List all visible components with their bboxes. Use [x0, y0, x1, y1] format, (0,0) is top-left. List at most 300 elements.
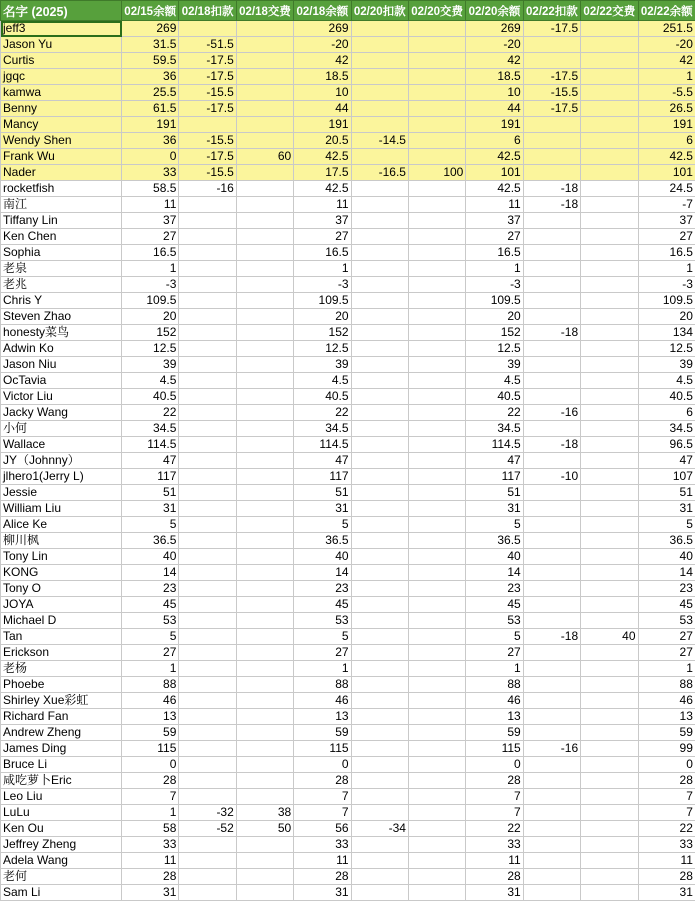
value-cell[interactable]: 46 — [294, 693, 351, 709]
value-cell[interactable]: 1 — [638, 261, 695, 277]
value-cell[interactable] — [236, 725, 293, 741]
value-cell[interactable]: 47 — [122, 453, 179, 469]
value-cell[interactable] — [351, 181, 408, 197]
value-cell[interactable]: 5 — [122, 629, 179, 645]
value-cell[interactable]: -15.5 — [179, 85, 236, 101]
value-cell[interactable]: 42.5 — [294, 149, 351, 165]
value-cell[interactable] — [581, 469, 638, 485]
value-cell[interactable]: 39 — [466, 357, 523, 373]
value-cell[interactable]: 100 — [408, 165, 465, 181]
value-cell[interactable]: 4.5 — [294, 373, 351, 389]
name-cell[interactable]: 南江 — [1, 197, 122, 213]
value-cell[interactable]: 4.5 — [638, 373, 695, 389]
value-cell[interactable] — [523, 501, 580, 517]
value-cell[interactable]: 101 — [466, 165, 523, 181]
value-cell[interactable]: 115 — [294, 741, 351, 757]
name-cell[interactable]: LuLu — [1, 805, 122, 821]
value-cell[interactable]: 16.5 — [122, 245, 179, 261]
value-cell[interactable] — [236, 293, 293, 309]
value-cell[interactable] — [351, 741, 408, 757]
value-cell[interactable]: 60 — [236, 149, 293, 165]
value-cell[interactable]: -16.5 — [351, 165, 408, 181]
value-cell[interactable] — [581, 533, 638, 549]
value-cell[interactable]: 12.5 — [466, 341, 523, 357]
value-cell[interactable]: 26.5 — [638, 101, 695, 117]
value-cell[interactable] — [351, 293, 408, 309]
value-cell[interactable] — [523, 645, 580, 661]
value-cell[interactable]: 53 — [638, 613, 695, 629]
value-cell[interactable] — [236, 453, 293, 469]
value-cell[interactable] — [523, 693, 580, 709]
value-cell[interactable] — [581, 261, 638, 277]
value-cell[interactable] — [408, 821, 465, 837]
value-cell[interactable]: 40 — [638, 549, 695, 565]
value-cell[interactable]: -5.5 — [638, 85, 695, 101]
value-cell[interactable] — [351, 53, 408, 69]
value-cell[interactable]: 28 — [638, 869, 695, 885]
value-cell[interactable] — [351, 37, 408, 53]
value-cell[interactable] — [236, 853, 293, 869]
value-cell[interactable]: 1 — [122, 261, 179, 277]
value-cell[interactable]: 31 — [466, 501, 523, 517]
value-cell[interactable] — [523, 341, 580, 357]
value-cell[interactable]: 22 — [638, 821, 695, 837]
value-cell[interactable]: 117 — [466, 469, 523, 485]
value-cell[interactable]: -16 — [523, 405, 580, 421]
value-cell[interactable] — [408, 357, 465, 373]
value-cell[interactable] — [351, 389, 408, 405]
value-cell[interactable]: 34.5 — [122, 421, 179, 437]
value-cell[interactable]: 14 — [638, 565, 695, 581]
value-cell[interactable] — [236, 693, 293, 709]
value-cell[interactable] — [179, 245, 236, 261]
value-cell[interactable]: 51 — [122, 485, 179, 501]
value-cell[interactable] — [581, 741, 638, 757]
value-cell[interactable] — [179, 405, 236, 421]
value-cell[interactable]: 36.5 — [466, 533, 523, 549]
value-cell[interactable] — [581, 709, 638, 725]
value-cell[interactable]: 27 — [466, 645, 523, 661]
value-cell[interactable] — [236, 373, 293, 389]
value-cell[interactable]: 4.5 — [122, 373, 179, 389]
header-cell-0218-balance[interactable]: 02/18余额 — [294, 1, 351, 21]
value-cell[interactable] — [351, 565, 408, 581]
value-cell[interactable] — [408, 885, 465, 901]
value-cell[interactable] — [581, 821, 638, 837]
value-cell[interactable] — [581, 293, 638, 309]
name-cell[interactable]: KONG — [1, 565, 122, 581]
value-cell[interactable] — [581, 117, 638, 133]
value-cell[interactable]: 88 — [638, 677, 695, 693]
value-cell[interactable]: 191 — [638, 117, 695, 133]
value-cell[interactable] — [581, 149, 638, 165]
value-cell[interactable] — [351, 677, 408, 693]
value-cell[interactable]: 107 — [638, 469, 695, 485]
value-cell[interactable] — [408, 805, 465, 821]
value-cell[interactable]: 31 — [122, 885, 179, 901]
value-cell[interactable] — [408, 533, 465, 549]
value-cell[interactable] — [236, 229, 293, 245]
name-cell[interactable]: Tony Lin — [1, 549, 122, 565]
value-cell[interactable]: -7 — [638, 197, 695, 213]
value-cell[interactable] — [351, 501, 408, 517]
value-cell[interactable] — [236, 677, 293, 693]
name-cell[interactable]: Wendy Shen — [1, 133, 122, 149]
name-cell[interactable]: Steven Zhao — [1, 309, 122, 325]
value-cell[interactable]: -17.5 — [523, 69, 580, 85]
value-cell[interactable] — [523, 133, 580, 149]
value-cell[interactable]: 5 — [466, 629, 523, 645]
value-cell[interactable]: 40 — [581, 629, 638, 645]
value-cell[interactable] — [408, 565, 465, 581]
value-cell[interactable] — [351, 437, 408, 453]
value-cell[interactable]: 22 — [294, 405, 351, 421]
value-cell[interactable]: 33 — [122, 837, 179, 853]
value-cell[interactable] — [351, 69, 408, 85]
value-cell[interactable]: 47 — [294, 453, 351, 469]
value-cell[interactable]: 20 — [466, 309, 523, 325]
value-cell[interactable] — [408, 149, 465, 165]
value-cell[interactable]: 51 — [466, 485, 523, 501]
name-cell[interactable]: Tan — [1, 629, 122, 645]
value-cell[interactable]: 1 — [638, 69, 695, 85]
value-cell[interactable]: 36.5 — [638, 533, 695, 549]
value-cell[interactable]: 1 — [294, 261, 351, 277]
value-cell[interactable]: 51 — [294, 485, 351, 501]
value-cell[interactable] — [236, 469, 293, 485]
value-cell[interactable]: 46 — [466, 693, 523, 709]
value-cell[interactable]: 1 — [466, 661, 523, 677]
header-cell-0215-balance[interactable]: 02/15余额 — [122, 1, 179, 21]
value-cell[interactable] — [351, 245, 408, 261]
value-cell[interactable] — [408, 597, 465, 613]
value-cell[interactable] — [408, 85, 465, 101]
value-cell[interactable]: 53 — [294, 613, 351, 629]
value-cell[interactable] — [351, 373, 408, 389]
value-cell[interactable]: 36 — [122, 69, 179, 85]
value-cell[interactable] — [408, 773, 465, 789]
value-cell[interactable]: 14 — [294, 565, 351, 581]
value-cell[interactable] — [523, 229, 580, 245]
value-cell[interactable]: 27 — [638, 645, 695, 661]
value-cell[interactable] — [236, 85, 293, 101]
value-cell[interactable] — [581, 37, 638, 53]
value-cell[interactable] — [523, 789, 580, 805]
value-cell[interactable]: 13 — [294, 709, 351, 725]
value-cell[interactable] — [408, 309, 465, 325]
value-cell[interactable] — [581, 613, 638, 629]
value-cell[interactable] — [179, 277, 236, 293]
value-cell[interactable] — [236, 437, 293, 453]
value-cell[interactable] — [581, 133, 638, 149]
value-cell[interactable] — [581, 645, 638, 661]
value-cell[interactable] — [351, 485, 408, 501]
value-cell[interactable]: 191 — [294, 117, 351, 133]
value-cell[interactable] — [236, 709, 293, 725]
value-cell[interactable] — [408, 117, 465, 133]
value-cell[interactable]: 27 — [122, 229, 179, 245]
value-cell[interactable] — [351, 357, 408, 373]
value-cell[interactable]: 39 — [638, 357, 695, 373]
value-cell[interactable]: 58 — [122, 821, 179, 837]
value-cell[interactable] — [408, 213, 465, 229]
value-cell[interactable] — [408, 837, 465, 853]
value-cell[interactable] — [179, 869, 236, 885]
name-cell[interactable]: Frank Wu — [1, 149, 122, 165]
value-cell[interactable]: 13 — [466, 709, 523, 725]
value-cell[interactable] — [581, 661, 638, 677]
value-cell[interactable] — [179, 885, 236, 901]
name-cell[interactable]: Shirley Xue彩虹 — [1, 693, 122, 709]
value-cell[interactable] — [581, 501, 638, 517]
name-cell[interactable]: Jessie — [1, 485, 122, 501]
value-cell[interactable] — [179, 565, 236, 581]
value-cell[interactable] — [236, 101, 293, 117]
value-cell[interactable]: 20 — [294, 309, 351, 325]
value-cell[interactable]: 269 — [122, 21, 179, 37]
value-cell[interactable]: 6 — [466, 133, 523, 149]
value-cell[interactable] — [581, 677, 638, 693]
value-cell[interactable] — [408, 341, 465, 357]
value-cell[interactable]: 33 — [638, 837, 695, 853]
value-cell[interactable] — [523, 805, 580, 821]
value-cell[interactable] — [523, 837, 580, 853]
value-cell[interactable] — [408, 517, 465, 533]
value-cell[interactable] — [179, 213, 236, 229]
value-cell[interactable] — [523, 277, 580, 293]
value-cell[interactable]: -16 — [179, 181, 236, 197]
header-cell-0218-deduction[interactable]: 02/18扣款 — [179, 1, 236, 21]
value-cell[interactable]: -15.5 — [179, 165, 236, 181]
value-cell[interactable] — [523, 613, 580, 629]
value-cell[interactable] — [351, 517, 408, 533]
value-cell[interactable]: -15.5 — [523, 85, 580, 101]
value-cell[interactable] — [236, 837, 293, 853]
value-cell[interactable] — [408, 853, 465, 869]
value-cell[interactable] — [179, 373, 236, 389]
value-cell[interactable] — [523, 165, 580, 181]
value-cell[interactable]: 28 — [466, 773, 523, 789]
value-cell[interactable]: -18 — [523, 181, 580, 197]
value-cell[interactable]: 0 — [294, 757, 351, 773]
value-cell[interactable] — [581, 853, 638, 869]
value-cell[interactable] — [408, 789, 465, 805]
value-cell[interactable]: -3 — [294, 277, 351, 293]
value-cell[interactable] — [179, 261, 236, 277]
value-cell[interactable]: 11 — [122, 197, 179, 213]
value-cell[interactable] — [236, 405, 293, 421]
value-cell[interactable] — [179, 645, 236, 661]
value-cell[interactable]: -20 — [294, 37, 351, 53]
value-cell[interactable] — [236, 165, 293, 181]
name-cell[interactable]: 老杨 — [1, 661, 122, 677]
value-cell[interactable]: 14 — [122, 565, 179, 581]
value-cell[interactable] — [408, 469, 465, 485]
value-cell[interactable] — [408, 389, 465, 405]
value-cell[interactable]: 11 — [466, 853, 523, 869]
value-cell[interactable] — [523, 725, 580, 741]
value-cell[interactable]: 42.5 — [638, 149, 695, 165]
value-cell[interactable] — [523, 885, 580, 901]
value-cell[interactable]: 6 — [638, 405, 695, 421]
value-cell[interactable] — [351, 629, 408, 645]
value-cell[interactable]: 36.5 — [122, 533, 179, 549]
value-cell[interactable] — [523, 821, 580, 837]
value-cell[interactable]: -32 — [179, 805, 236, 821]
value-cell[interactable] — [179, 389, 236, 405]
value-cell[interactable] — [236, 613, 293, 629]
header-cell-0220-balance[interactable]: 02/20余额 — [466, 1, 523, 21]
value-cell[interactable] — [179, 725, 236, 741]
value-cell[interactable] — [351, 117, 408, 133]
value-cell[interactable]: 1 — [122, 661, 179, 677]
value-cell[interactable]: 45 — [638, 597, 695, 613]
name-cell[interactable]: Benny — [1, 101, 122, 117]
value-cell[interactable] — [236, 421, 293, 437]
value-cell[interactable]: 50 — [236, 821, 293, 837]
value-cell[interactable] — [236, 741, 293, 757]
value-cell[interactable]: 40.5 — [122, 389, 179, 405]
value-cell[interactable]: 13 — [638, 709, 695, 725]
value-cell[interactable] — [581, 581, 638, 597]
value-cell[interactable] — [523, 709, 580, 725]
value-cell[interactable]: 14 — [466, 565, 523, 581]
value-cell[interactable]: -14.5 — [351, 133, 408, 149]
name-cell[interactable]: jlhero1(Jerry L) — [1, 469, 122, 485]
value-cell[interactable]: 22 — [466, 821, 523, 837]
value-cell[interactable] — [408, 53, 465, 69]
value-cell[interactable]: 4.5 — [466, 373, 523, 389]
header-cell-0222-balance[interactable]: 02/22余额 — [638, 1, 695, 21]
value-cell[interactable] — [581, 549, 638, 565]
value-cell[interactable]: 115 — [466, 741, 523, 757]
value-cell[interactable] — [236, 309, 293, 325]
value-cell[interactable]: 12.5 — [638, 341, 695, 357]
value-cell[interactable] — [179, 629, 236, 645]
value-cell[interactable]: -52 — [179, 821, 236, 837]
value-cell[interactable] — [351, 341, 408, 357]
value-cell[interactable]: -18 — [523, 197, 580, 213]
value-cell[interactable]: 269 — [466, 21, 523, 37]
value-cell[interactable] — [408, 37, 465, 53]
value-cell[interactable] — [236, 869, 293, 885]
value-cell[interactable] — [236, 37, 293, 53]
value-cell[interactable] — [351, 533, 408, 549]
value-cell[interactable]: 11 — [638, 853, 695, 869]
value-cell[interactable] — [179, 197, 236, 213]
name-cell[interactable]: JY（Johnny） — [1, 453, 122, 469]
value-cell[interactable] — [523, 53, 580, 69]
name-cell[interactable]: Jason Niu — [1, 357, 122, 373]
value-cell[interactable]: 42.5 — [466, 149, 523, 165]
name-cell[interactable]: honesty菜鸟 — [1, 325, 122, 341]
value-cell[interactable]: -34 — [351, 821, 408, 837]
value-cell[interactable]: 10 — [466, 85, 523, 101]
value-cell[interactable] — [236, 245, 293, 261]
value-cell[interactable]: 114.5 — [466, 437, 523, 453]
value-cell[interactable] — [236, 341, 293, 357]
name-cell[interactable]: Bruce Li — [1, 757, 122, 773]
name-cell[interactable]: Jason Yu — [1, 37, 122, 53]
value-cell[interactable]: 47 — [638, 453, 695, 469]
value-cell[interactable]: 11 — [466, 197, 523, 213]
value-cell[interactable] — [351, 837, 408, 853]
value-cell[interactable]: 20 — [122, 309, 179, 325]
value-cell[interactable] — [408, 405, 465, 421]
value-cell[interactable] — [351, 581, 408, 597]
value-cell[interactable] — [523, 581, 580, 597]
value-cell[interactable]: 115 — [122, 741, 179, 757]
value-cell[interactable]: 7 — [466, 805, 523, 821]
value-cell[interactable] — [408, 437, 465, 453]
value-cell[interactable] — [179, 757, 236, 773]
value-cell[interactable]: -51.5 — [179, 37, 236, 53]
value-cell[interactable]: 251.5 — [638, 21, 695, 37]
value-cell[interactable]: 10 — [294, 85, 351, 101]
value-cell[interactable]: 117 — [294, 469, 351, 485]
value-cell[interactable]: 45 — [466, 597, 523, 613]
value-cell[interactable] — [351, 197, 408, 213]
value-cell[interactable] — [236, 885, 293, 901]
value-cell[interactable] — [236, 261, 293, 277]
value-cell[interactable] — [179, 677, 236, 693]
value-cell[interactable] — [581, 389, 638, 405]
value-cell[interactable]: 17.5 — [294, 165, 351, 181]
value-cell[interactable]: 12.5 — [122, 341, 179, 357]
value-cell[interactable]: 51 — [638, 485, 695, 501]
value-cell[interactable]: 28 — [122, 869, 179, 885]
value-cell[interactable] — [236, 21, 293, 37]
value-cell[interactable] — [351, 277, 408, 293]
value-cell[interactable] — [581, 101, 638, 117]
value-cell[interactable]: -15.5 — [179, 133, 236, 149]
value-cell[interactable] — [523, 421, 580, 437]
name-cell[interactable]: Erickson — [1, 645, 122, 661]
value-cell[interactable]: 27 — [122, 645, 179, 661]
value-cell[interactable] — [581, 53, 638, 69]
value-cell[interactable] — [581, 197, 638, 213]
value-cell[interactable] — [581, 373, 638, 389]
value-cell[interactable]: 28 — [638, 773, 695, 789]
value-cell[interactable] — [581, 565, 638, 581]
value-cell[interactable] — [523, 661, 580, 677]
value-cell[interactable] — [179, 469, 236, 485]
value-cell[interactable] — [236, 757, 293, 773]
value-cell[interactable] — [351, 261, 408, 277]
value-cell[interactable] — [351, 853, 408, 869]
value-cell[interactable] — [523, 565, 580, 581]
header-cell-0222-deduction[interactable]: 02/22扣款 — [523, 1, 580, 21]
value-cell[interactable]: 0 — [122, 149, 179, 165]
value-cell[interactable] — [351, 469, 408, 485]
value-cell[interactable]: 109.5 — [466, 293, 523, 309]
value-cell[interactable] — [236, 565, 293, 581]
value-cell[interactable] — [581, 421, 638, 437]
value-cell[interactable] — [523, 517, 580, 533]
value-cell[interactable]: 31.5 — [122, 37, 179, 53]
name-cell[interactable]: Adwin Ko — [1, 341, 122, 357]
value-cell[interactable]: 109.5 — [294, 293, 351, 309]
value-cell[interactable] — [408, 277, 465, 293]
value-cell[interactable]: 56 — [294, 821, 351, 837]
name-cell[interactable]: Jacky Wang — [1, 405, 122, 421]
value-cell[interactable] — [408, 181, 465, 197]
value-cell[interactable]: -17.5 — [179, 53, 236, 69]
value-cell[interactable]: 22 — [466, 405, 523, 421]
value-cell[interactable]: -10 — [523, 469, 580, 485]
value-cell[interactable] — [179, 581, 236, 597]
value-cell[interactable] — [179, 229, 236, 245]
